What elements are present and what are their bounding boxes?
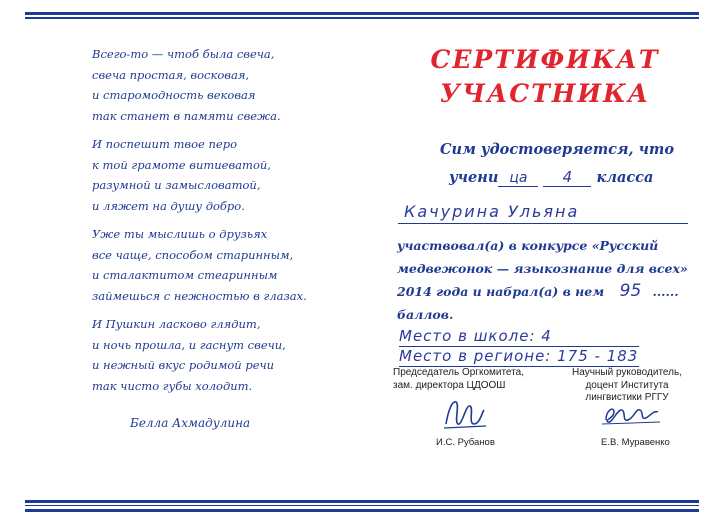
poem-line: Уже ты мыслишь о друзьях (92, 227, 268, 241)
student-line (449, 168, 653, 187)
student-suffix: ца (498, 170, 538, 187)
poem-line: Всего-то — чтоб была свеча, (92, 47, 275, 61)
signatory-title-line: Председатель Оргкомитета, (393, 367, 524, 378)
right-signatory-name: Е.В. Муравенко (601, 437, 670, 448)
points-label: баллов. (397, 307, 454, 322)
signatory-title-line: доцент Института (585, 379, 669, 391)
signature-left-icon (440, 394, 490, 432)
poem-line: И Пушкин ласково глядит, (92, 317, 261, 331)
certificate-title: СЕРТИФИКАТ (430, 45, 660, 74)
poem-author: Белла Ахмадулина (130, 416, 251, 430)
class-label: класса (596, 169, 654, 186)
poem-line: и нежный вкус родимой речи (92, 358, 275, 372)
contest-line: участвовал(а) в конкурсе «Русский (397, 238, 659, 253)
poem-stanza-1 (92, 44, 312, 126)
left-signatory-name: И.С. Рубанов (436, 437, 495, 448)
place-region: Место в регионе: 175 - 183 (399, 347, 639, 365)
signatory-title-line: Научный руководитель, (572, 367, 682, 378)
poem-line: и сталактитом стеаринным (92, 268, 278, 282)
poem-stanza-4 (92, 314, 312, 396)
left-signatory-title (393, 367, 553, 392)
contest-text (397, 234, 697, 326)
poem-line: свеча простая, восковая, (92, 67, 250, 82)
bottom-border (25, 500, 699, 512)
poem-line: к той грамоте витиеватой, (92, 157, 271, 172)
contest-line: медвежонок — языкознание для всех» (397, 261, 688, 276)
poem-line: И поспешит твое перо (92, 137, 238, 151)
poem-line: и старомодность вековая (92, 88, 256, 102)
poem-line: разумной и замысловатой, (92, 178, 261, 192)
contest-line-prefix: 2014 года и набрал(а) в нем (397, 284, 609, 299)
score-value: 95 (619, 281, 642, 301)
poem-line: так станет в памяти свежа. (92, 108, 281, 123)
certify-text: Сим удостоверяется, что (440, 141, 675, 158)
signatory-title-line: лингвистики РГГУ (585, 392, 669, 403)
poem-stanza-2 (92, 134, 312, 216)
contest-line (397, 280, 697, 303)
poem-line: так чисто губы холодит. (92, 378, 253, 393)
student-prefix: учени (449, 169, 499, 186)
place-school: Место в школе: 4 (399, 326, 639, 347)
signature-right-icon (600, 398, 662, 428)
poem-line: и ночь прошла, и гаснут свечи, (92, 337, 286, 352)
poem-line: и ляжет на душу добро. (92, 198, 245, 213)
student-name: Качурина Ульяна (398, 201, 688, 224)
poem-stanza-3 (92, 224, 312, 306)
signatory-title-line: зам. директора ЦДООШ (393, 379, 506, 391)
certificate-subtitle: УЧАСТНИКА (439, 79, 651, 108)
score-dots: ...... (652, 284, 679, 299)
poem-line: займешься с нежностью в глазах. (92, 288, 307, 303)
top-border (25, 12, 699, 19)
poem-line: все чаще, способом старинным, (92, 247, 294, 262)
grade-value: 4 (543, 168, 591, 187)
poem (92, 44, 312, 404)
